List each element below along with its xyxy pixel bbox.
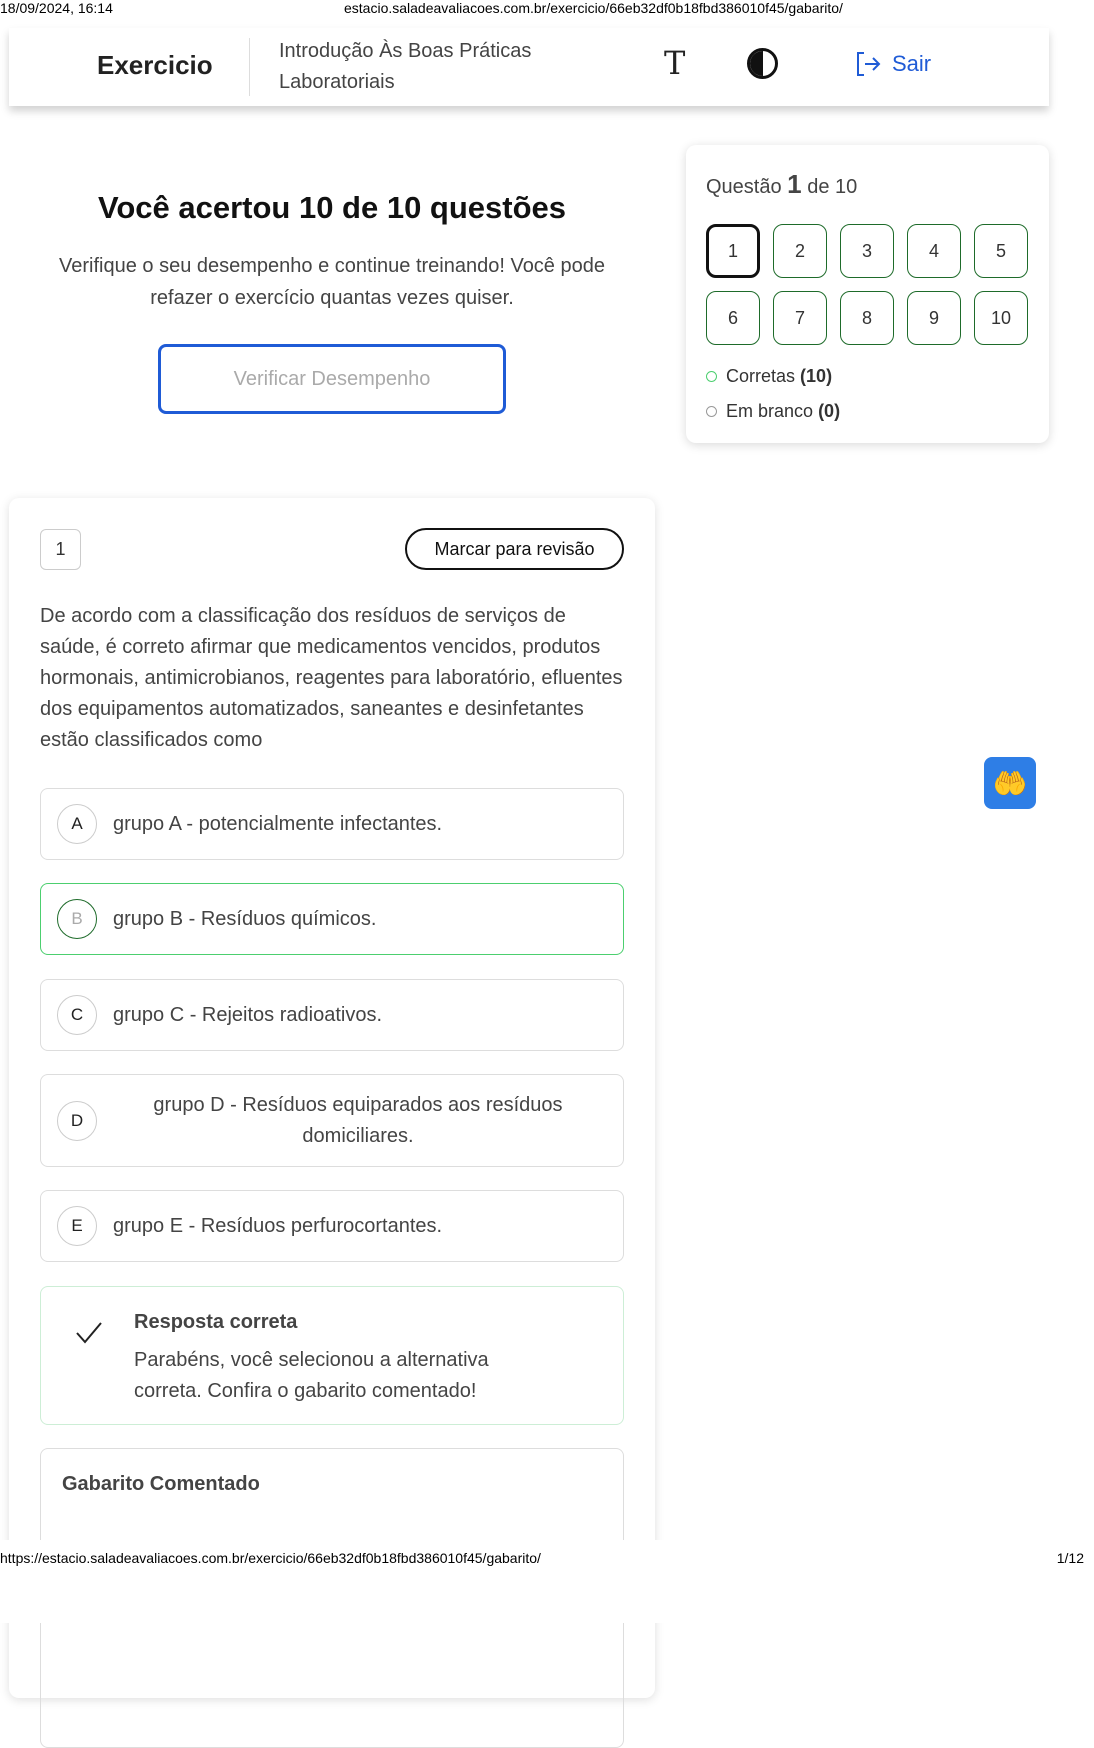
question-card [9,498,655,1698]
blank-dot-icon [706,406,717,417]
top-header [9,28,1049,106]
sign-language-icon: 🤲 [992,767,1028,799]
contrast-icon[interactable] [747,48,778,79]
feedback-title: Resposta correta [134,1311,298,1333]
print-footer [0,1540,1094,1623]
font-size-icon[interactable]: T [664,44,686,82]
question-nav-button[interactable]: 9 [907,291,961,345]
question-number: 1 [40,529,81,570]
option-letter: C [57,995,97,1035]
question-nav-button[interactable]: 3 [840,224,894,278]
question-nav-button[interactable]: 6 [706,291,760,345]
question-nav-button[interactable]: 10 [974,291,1028,345]
check-icon [75,1321,103,1345]
counter-current: 1 [787,169,802,199]
brand-title: Exercicio [97,50,213,80]
answer-option-a[interactable] [40,788,624,860]
question-nav-button[interactable]: 8 [840,291,894,345]
option-letter: E [57,1206,97,1246]
answer-option-e[interactable] [40,1190,624,1262]
logout-icon [854,50,882,78]
correct-answer-feedback [40,1286,624,1425]
answer-option-d[interactable] [40,1074,624,1167]
course-title-line2: Laboratoriais [279,71,395,93]
print-datetime: 18/09/2024, 16:14 [0,0,113,16]
answer-option-c[interactable] [40,979,624,1051]
correct-dot-icon [706,371,717,382]
result-subtitle: Verifique o seu desempenho e continue treinando! Você pode refazer o exercício quantas vezes quiser. [59,255,605,309]
question-nav-button[interactable]: 2 [773,224,827,278]
counter-label: Questão [706,176,782,198]
print-url: estacio.saladeavaliacoes.com.br/exercicio/66eb32df0b18fbd386010f45/gabarito/ [344,0,843,16]
result-title: Você acertou 10 de 10 questões [97,190,567,225]
commented-answer-title: Gabarito Comentado [62,1473,260,1495]
blank-label: Em branco [726,401,814,421]
question-navigator [686,145,1049,443]
option-text: grupo D - Resíduos equiparados aos resíduos domiciliares. [153,1093,563,1147]
footer-page: 1/12 [1056,1550,1084,1566]
question-counter [706,169,857,200]
sign-language-button[interactable] [984,757,1036,809]
blank-count: (0) [818,401,841,421]
option-text: grupo A - potencialmente infectantes. [113,812,443,835]
logout-label: Sair [892,51,932,76]
option-text: grupo B - Resíduos químicos. [113,907,377,930]
correct-label: Corretas [726,366,796,386]
verify-performance-button[interactable]: Verificar Desempenho [158,344,506,414]
mark-for-review-button[interactable]: Marcar para revisão [405,528,624,570]
option-text: grupo E - Resíduos perfurocortantes. [113,1214,443,1237]
option-letter: B [57,899,97,939]
footer-url: https://estacio.saladeavaliacoes.com.br/exercicio/66eb32df0b18fbd386010f45/gabarito/ [0,1550,541,1566]
feedback-text: Parabéns, você selecionou a alternativa correta. Confira o gabarito comentado! [134,1349,489,1402]
option-letter: D [57,1101,97,1141]
counter-total: de 10 [807,176,858,198]
logout-button[interactable] [854,50,931,78]
question-text: De acordo com a classificação dos resíduos de serviços de saúde, é correto afirmar que medicamentos vencidos, produtos hormonais, antimicrobianos, reagentes para laboratório, efluentes dos equipamentos automatizados, saneantes e desinfetantes estão classificados como [40,605,623,751]
question-nav-button[interactable]: 5 [974,224,1028,278]
question-nav-button[interactable]: 7 [773,291,827,345]
question-nav-button[interactable]: 4 [907,224,961,278]
course-title-line1: Introdução Às Boas Práticas [279,40,532,62]
question-nav-button[interactable]: 1 [706,224,760,278]
option-text: grupo C - Rejeitos radioativos. [113,1003,383,1026]
option-letter: A [57,804,97,844]
legend-correct [706,366,832,387]
question-grid [706,224,1028,345]
divider [249,38,250,96]
correct-count: (10) [800,366,833,386]
course-title [279,36,531,98]
legend-blank [706,401,840,422]
answer-option-b[interactable] [40,883,624,955]
